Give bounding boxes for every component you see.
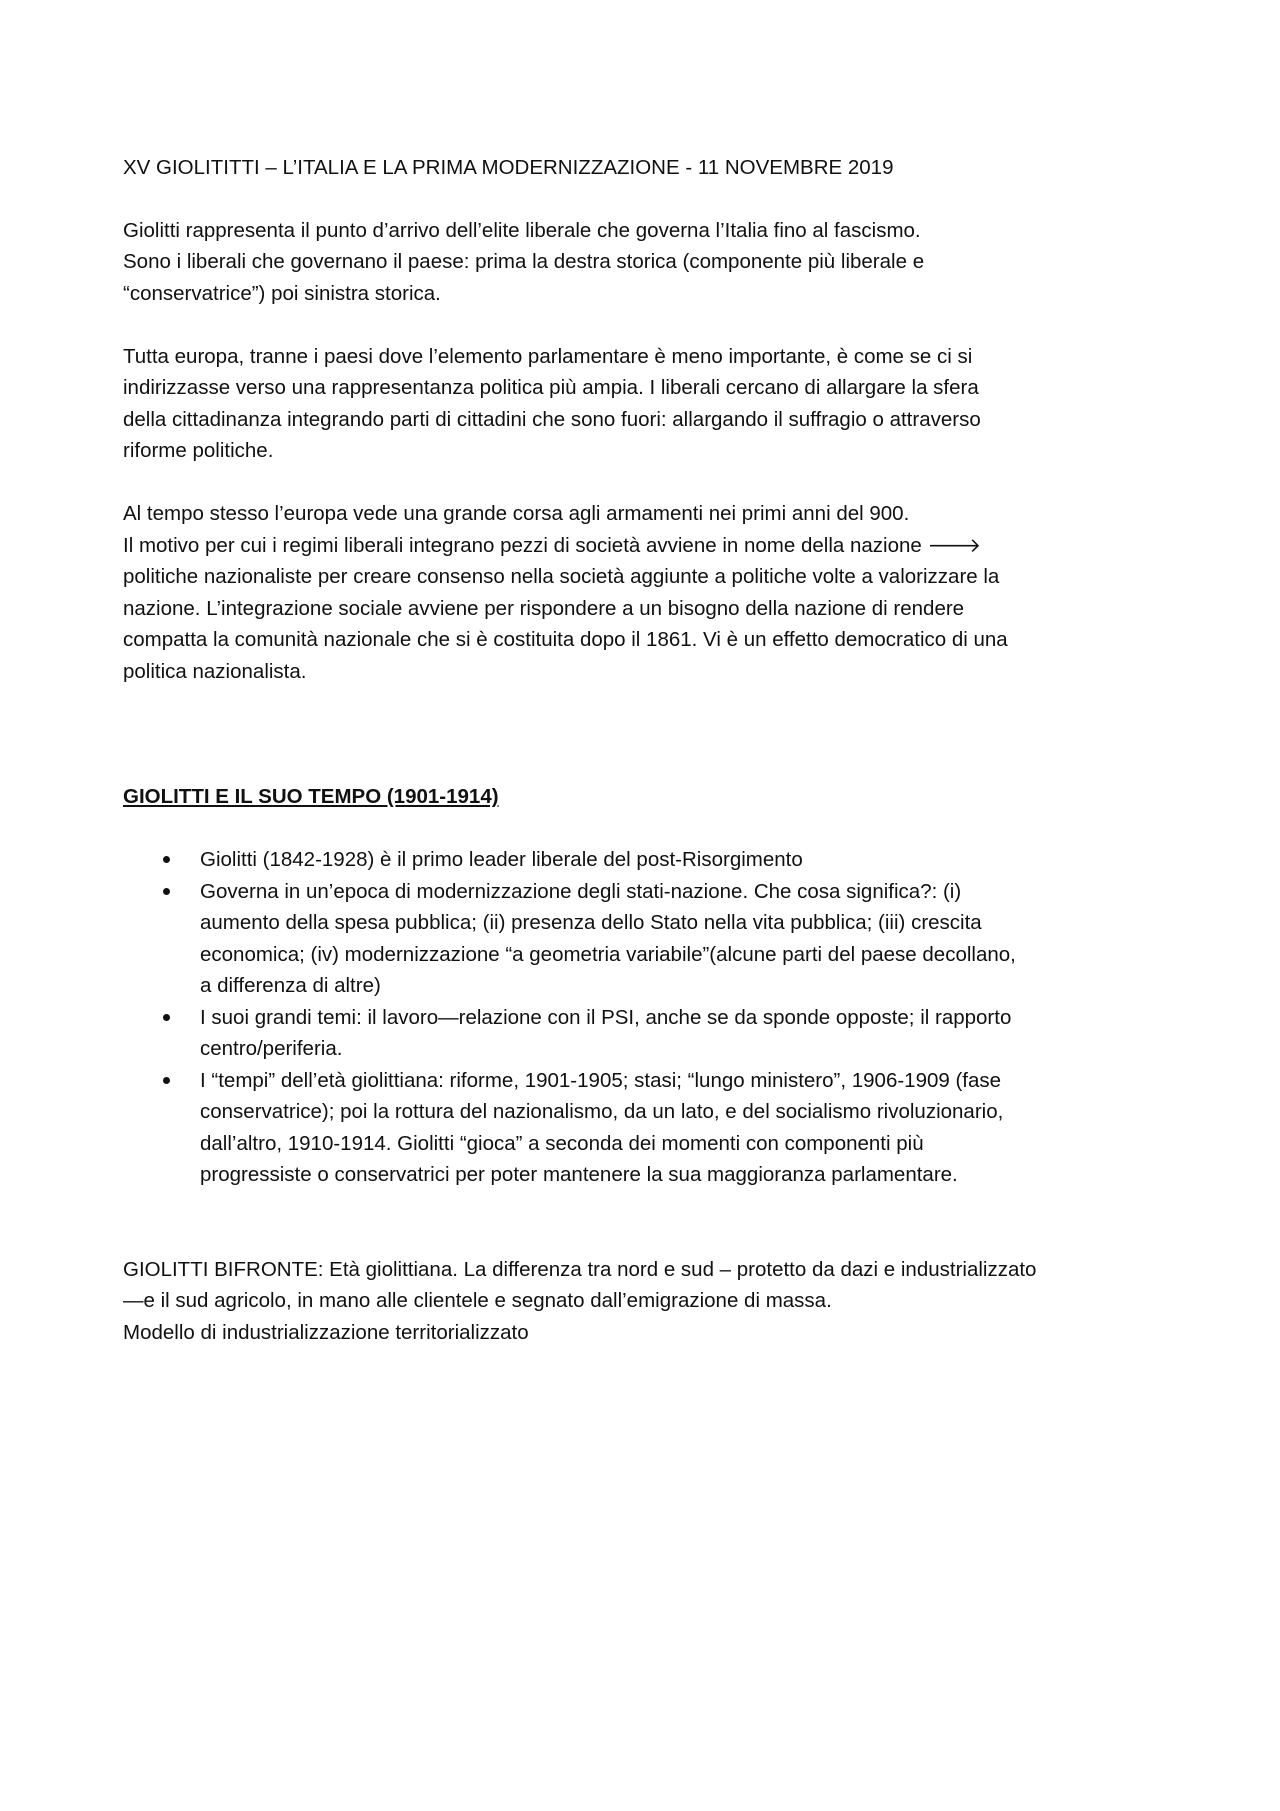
text-line: —e il sud agricolo, in mano alle clientele e segnato dall’emigrazione di massa. xyxy=(123,1289,832,1312)
text-line: Governa in un’epoca di modernizzazione degli stati-nazione. Che cosa significa?: (i) xyxy=(200,879,962,903)
right-arrow-icon: 🡒 xyxy=(927,532,982,557)
text-line: economica; (iv) modernizzazione “a geometria variabile”(alcune parti del paese decollano, xyxy=(200,942,1016,966)
list-item xyxy=(123,1002,1173,1065)
text-line: “conservatrice”) poi sinistra storica. xyxy=(123,281,441,305)
text-line: Sono i liberali che governano il paese: prima la destra storica (componente più liberale e xyxy=(123,250,925,273)
text-line: a differenza di altre) xyxy=(200,974,381,997)
text-line: GIOLITTI BIFRONTE: Età giolittiana. La differenza tra nord e sud – protetto da dazi e industrializzato xyxy=(123,1257,1037,1281)
text-line: Tutta europa, tranne i paesi dove l’elemento parlamentare è meno importante, è come se ci si xyxy=(123,344,973,368)
text-line: della cittadinanza integrando parti di cittadini che sono fuori: allargando il suffragio o attraverso xyxy=(123,407,981,431)
bullet-list xyxy=(123,844,1173,1191)
bullet-icon xyxy=(163,1077,170,1084)
text-line: centro/periferia. xyxy=(200,1037,343,1060)
text-line xyxy=(123,530,1173,562)
list-item xyxy=(123,844,1173,876)
text-line: politica nazionalista. xyxy=(123,659,307,683)
text-line: I “tempi” dell’età giolittiana: riforme, 1901-1905; stasi; “lungo ministero”, 1906-1909 (fase xyxy=(200,1068,1002,1092)
text-line: dall’altro, 1910-1914. Giolitti “gioca” a seconda dei momenti con componenti più xyxy=(200,1131,924,1155)
list-item xyxy=(123,1065,1173,1191)
text-line: aumento della spesa pubblica; (ii) presenza dello Stato nella vita pubblica; (iii) crescita xyxy=(200,911,982,934)
text-line: riforme politiche. xyxy=(123,439,274,462)
section-heading: GIOLITTI E IL SUO TEMPO (1901-1914) xyxy=(123,785,499,808)
paragraph-armamenti xyxy=(123,498,1173,687)
text-line: indirizzasse verso una rappresentanza politica più ampia. I liberali cercano di allargare la sfera xyxy=(123,376,979,399)
text-line: Al tempo stesso l’europa vede una grande corsa agli armamenti nei primi anni del 900. xyxy=(123,502,910,525)
text-segment: Il motivo per cui i regimi liberali integrano pezzi di società avviene in nome della nazione xyxy=(123,533,922,557)
paragraph-intro xyxy=(123,215,1173,310)
document-content xyxy=(123,152,1173,1348)
text-line: nazione. L’integrazione sociale avviene per rispondere a un bisogno della nazione di rendere xyxy=(123,596,965,620)
text-line: Giolitti (1842-1928) è il primo leader liberale del post-Risorgimento xyxy=(200,848,803,871)
text-line: I suoi grandi temi: il lavoro—relazione con il PSI, anche se da sponde opposte; il rapporto xyxy=(200,1005,1012,1029)
bullet-icon xyxy=(163,1014,170,1021)
text-line: progressiste o conservatrici per poter mantenere la sua maggioranza parlamentare. xyxy=(200,1163,958,1186)
paragraph-bifronte xyxy=(123,1254,1173,1349)
paragraph-europa xyxy=(123,341,1173,467)
text-block xyxy=(123,1254,1173,1349)
text-line: Modello di industrializzazione territorializzato xyxy=(123,1320,529,1344)
bullet-icon xyxy=(163,856,170,863)
text-line: conservatrice); poi la rottura del nazionalismo, da un lato, e del socialismo rivoluzionario, xyxy=(200,1100,1004,1123)
list-item xyxy=(123,876,1173,1002)
text-line: compatta la comunità nazionale che si è costituita dopo il 1861. Vi è un effetto democratico di una xyxy=(123,628,1008,651)
text-line: Giolitti rappresenta il punto d’arrivo dell’elite liberale che governa l’Italia fino al fascismo. xyxy=(123,218,921,242)
bullet-icon xyxy=(163,888,170,895)
text-line: politiche nazionaliste per creare consenso nella società aggiunte a politiche volte a valorizzare la xyxy=(123,565,1000,588)
document-title: XV GIOLITITTI – L’ITALIA E LA PRIMA MODERNIZZAZIONE - 11 NOVEMBRE 2019 xyxy=(123,156,894,179)
